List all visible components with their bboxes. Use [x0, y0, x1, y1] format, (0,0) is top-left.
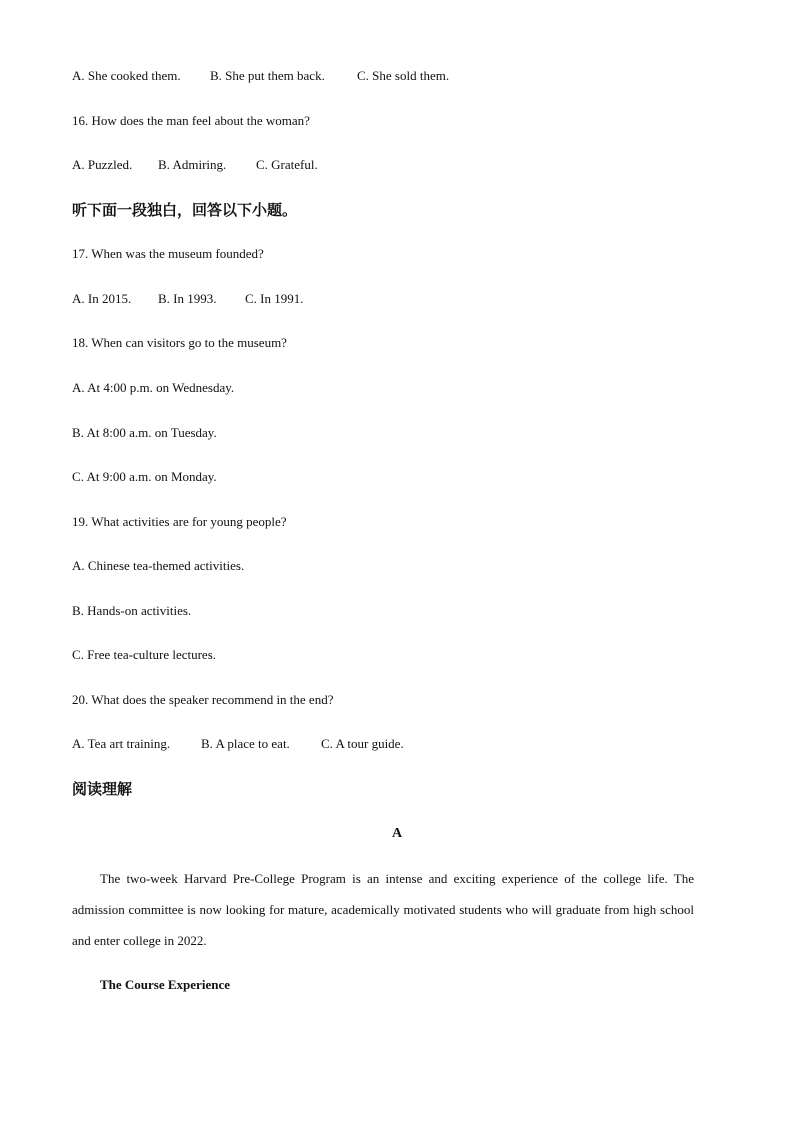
q18-option-b: B. At 8:00 a.m. on Tuesday.	[72, 425, 217, 440]
q15-options	[72, 68, 449, 84]
q20-option-a: A. Tea art training.	[72, 736, 171, 751]
section-heading-monologue: 听下面一段独白，回答以下小题。	[72, 201, 298, 219]
q18-question: 18. When can visitors go to the museum?	[72, 335, 287, 350]
q17-option-b: B. In 1993.	[158, 291, 217, 306]
q17-options	[72, 291, 304, 307]
q19-question: 19. What activities are for young people?	[72, 514, 287, 529]
section-heading-reading: 阅读理解	[72, 780, 133, 798]
q18-option-c: C. At 9:00 a.m. on Monday.	[72, 469, 217, 484]
q17-option-c: C. In 1991.	[245, 291, 304, 306]
passage-subheading: The Course Experience	[100, 977, 230, 992]
q20-option-c: C. A tour guide.	[321, 736, 404, 751]
q16-options	[72, 157, 318, 173]
q19-option-a: A. Chinese tea-themed activities.	[72, 558, 245, 573]
q17-option-a: A. In 2015.	[72, 291, 132, 306]
q15-option-a: A. She cooked them.	[72, 68, 181, 83]
q18-option-a: A. At 4:00 p.m. on Wednesday.	[72, 380, 235, 395]
passage-title: A	[391, 826, 403, 841]
q16-option-b: B. Admiring.	[158, 157, 227, 172]
q16-option-a: A. Puzzled.	[72, 157, 133, 172]
q20-option-b: B. A place to eat.	[201, 736, 290, 751]
q20-options	[72, 736, 404, 752]
q19-option-c: C. Free tea-culture lectures.	[72, 647, 217, 662]
q15-option-c: C. She sold them.	[357, 68, 450, 83]
passage-paragraph: The two-week Harvard Pre-College Program is an intense and exciting experience of the college life. The admission committee is now looking for mature, academically motivated students who will graduate from high school and enter college in 2022.	[72, 871, 694, 948]
q16-question: 16. How does the man feel about the woman?	[72, 113, 310, 128]
q17-question: 17. When was the museum founded?	[72, 246, 264, 261]
q20-question: 20. What does the speaker recommend in the end?	[72, 692, 334, 707]
q19-option-b: B. Hands-on activities.	[72, 603, 192, 618]
q15-option-b: B. She put them back.	[210, 68, 325, 83]
q16-option-c: C. Grateful.	[256, 157, 318, 172]
